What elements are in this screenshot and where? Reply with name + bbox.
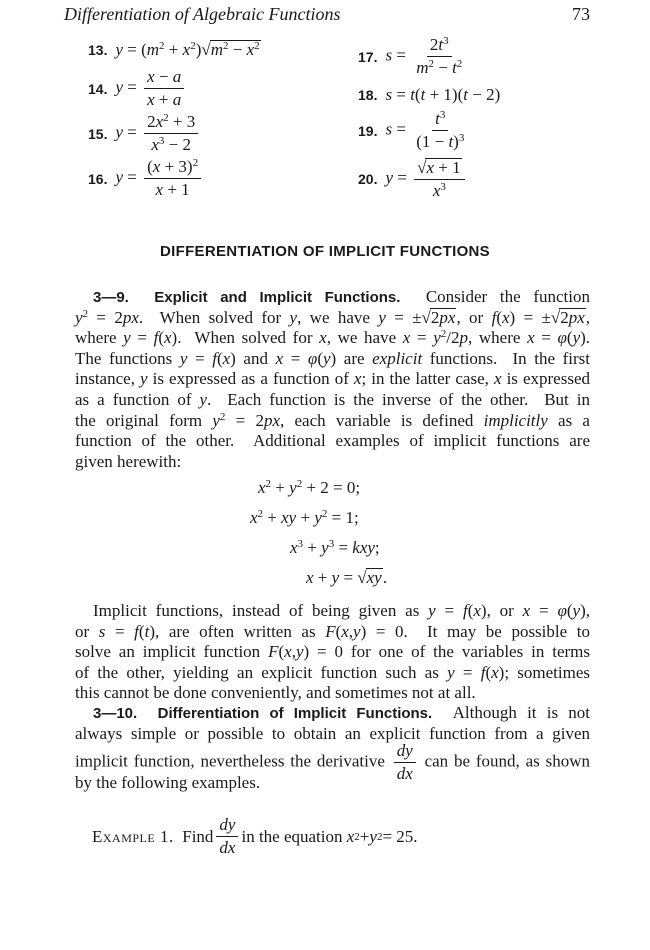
page-number: 73 (572, 4, 590, 24)
exercise-number: 15. (88, 125, 108, 142)
section-heading: DIFFERENTIATION OF IMPLICIT FUNCTIONS (160, 243, 490, 260)
implicit-example-equation: x + y = √xy. (306, 568, 387, 587)
exercise-formula: y = $\frac{2x^2 + 3}{x^3 - 2}$ (115, 113, 201, 154)
exercise-number: 16. (88, 170, 108, 187)
exercise-formula: y = $\frac{√x + 1}{x^3}$ (385, 158, 467, 200)
exercise-number: 17. (358, 48, 378, 65)
implicit-example-equation: $x^2 + y^2 + 2 = 0$; (258, 478, 361, 497)
exercise-number: 20. (358, 171, 378, 187)
article-3-10-paragraph-cont: implicit function, nevertheless the derivative $\frac{dy}{dx}$ can be found, as shown (75, 741, 590, 783)
exercise-number: 13. (88, 42, 108, 58)
implicit-example-equation: $x^2$ + xy + $y^2 = 1$; (250, 508, 359, 527)
exercise-formula: s = $\frac{2t^3}{m^2 - t^2}$ (385, 35, 463, 77)
exercise-number: 14. (88, 80, 108, 97)
example-1: Example 1. Find $\frac{dy}{dx}$ in the equation x 2 + y 2 = 25. (92, 815, 418, 857)
exercise-formula: y = $\frac{(x + 3)^2}{x + 1}$ (115, 158, 204, 199)
exercise-number: 19. (358, 122, 378, 139)
article-3-10-paragraph: 3—10. Differentiation of Implicit Functions. Although it is not always simple or possible to obtain an explicit function from a given (75, 703, 591, 743)
implicit-example-equation: $x^3 + y^3$ = kxy; (290, 538, 380, 557)
exercise-formula: s = $\frac{t^3}{(1 - t)^3}$ (385, 109, 465, 151)
implicit-functions-paragraph: Implicit functions, instead of being given as y = f(x), or x = φ(y), or s = f(t), are often written as F(x,y) = 0. It may be possible to solve an implicit function F(x,y) = 0 for one of the variables in terms of the other, yielding an explicit function such as y = f(x); sometimes this cannot be done conveniently, and sometimes not at all. (75, 601, 590, 703)
exercise-13 (88, 40, 261, 60)
exercise-17 (358, 36, 468, 77)
article-3-9-label: 3—9. (93, 289, 129, 306)
exercise-formula: y = $\frac{x - a}{x + a}$ (115, 68, 187, 109)
running-header-title: Differentiation of Algebraic Functions (64, 4, 341, 24)
exercise-14 (88, 68, 187, 109)
article-3-10-label: 3—10. (93, 705, 138, 722)
article-3-9-title: Explicit and Implicit Functions. (154, 289, 401, 306)
exercise-18 (358, 85, 500, 105)
article-3-10-title: Differentiation of Implicit Functions. (157, 705, 433, 722)
exercise-number: 18. (358, 87, 378, 103)
exercise-formula: $y = (m^2 + x^2)√m^2 - x^2$ (115, 40, 260, 59)
exercise-15 (88, 113, 201, 154)
example-label: Example 1. (92, 826, 174, 846)
exercise-formula: s = t(t + 1)(t − 2) (385, 85, 501, 104)
article-3-10-paragraph-end: by the following examples. (75, 773, 261, 792)
exercise-20 (358, 158, 468, 200)
exercise-19 (358, 110, 470, 151)
article-3-9-paragraph: 3—9. Explicit and Implicit Functions. Consider the function $y^2 = 2px$. When solved for y, we have y = ±√2px, or f(x) = ±√2px, where y = f(x). When solved for x, we have $x = y^2/2p$, where x = φ(y). The functions y = f(x) and x = φ(y) are explicit functions. In the first instance, y is expressed as a function of x; in the latter case, x is expressed as a function of y. Each function is the inverse of the other. But in the original form $y^2 = 2px$, each variable is defined implicitly as a function of the other. Additional examples of implicit functions are given herewith: (75, 287, 591, 471)
exercise-16 (88, 158, 204, 199)
